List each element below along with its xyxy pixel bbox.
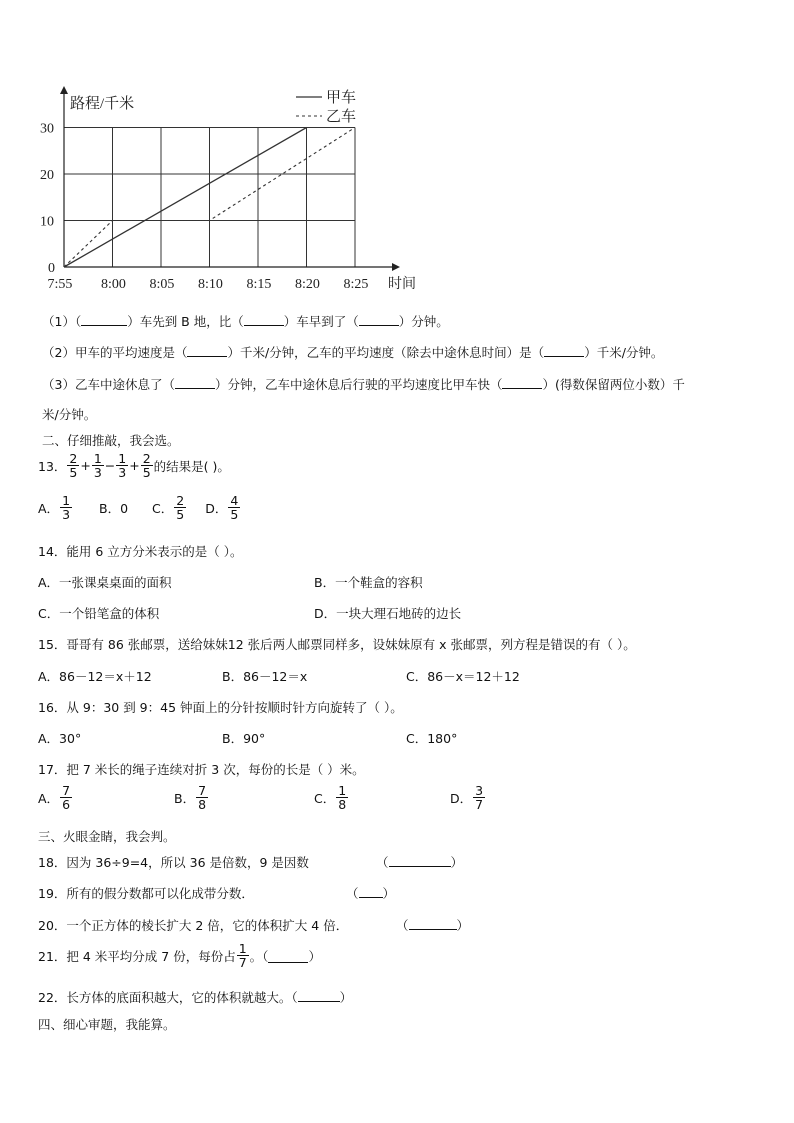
y-axis-arrow [60, 86, 68, 94]
fraction: $\frac{1}{7}$ [238, 941, 247, 971]
y-tick-label: 20 [40, 168, 54, 183]
series-line-jia [64, 128, 307, 268]
y-tick-label: 30 [40, 121, 54, 137]
y-tick-label: 10 [40, 214, 54, 230]
x-tick-label: 8:10 [198, 277, 223, 292]
question-2: （2）甲车的平均速度是（ ）千米/分钟，乙车的平均速度（除去中途休息时间）是（ ）千米/分钟。 [42, 345, 664, 360]
fraction: $\frac{7}{8}$ [198, 783, 207, 813]
question-19: 19．所有的假分数都可以化成带分数． [38, 886, 254, 901]
option-c[interactable]: C．180° [406, 731, 458, 746]
option-c[interactable]: C．一个铅笔盒的体积 [38, 606, 160, 621]
option-b[interactable]: B．0 [99, 500, 129, 516]
option-a[interactable]: A．30° [38, 731, 82, 746]
x-axis-arrow [392, 263, 400, 271]
question-17-options [38, 784, 486, 811]
judge-blank[interactable]: （ ） [376, 855, 464, 870]
x-tick-label: 8:15 [246, 277, 272, 292]
section-2-title: 二、仔细推敲，我会选。 [42, 433, 180, 448]
question-16: 16．从 9：30 到 9：45 钟面上的分针按顺时针方向旋转了（ ）。 [38, 700, 403, 715]
question-3-continued: 米/分钟。 [42, 407, 97, 422]
answer-blank[interactable] [544, 343, 584, 357]
option-a[interactable]: A． $\frac{7}{6}$ [38, 783, 71, 813]
fraction: $\frac{1}{8}$ [338, 783, 347, 813]
option-a[interactable]: A．一张课桌桌面的面积 [38, 575, 172, 590]
fraction: $\frac{4}{5}$ [230, 493, 239, 523]
question-22: 22．长方体的底面积越大，它的体积就越大。（ ） [38, 990, 353, 1005]
question-1: （1）（ ）车先到 B 地，比（ ）车早到了（ ）分钟。 [42, 314, 449, 329]
chart-grid [64, 128, 355, 268]
fraction: $\frac{3}{7}$ [475, 783, 484, 813]
option-c[interactable]: C． $\frac{2}{5}$ [152, 493, 185, 523]
option-b[interactable]: B．86－12＝x [222, 669, 308, 684]
chart-axes [60, 86, 416, 292]
x-tick-label: 8:00 [101, 277, 126, 292]
legend-label: 甲车 [326, 90, 357, 106]
x-tick-label: 8:05 [149, 277, 175, 292]
question-17: 17．把 7 米长的绳子连续对折 3 次，每份的长是（ ）米。 [38, 762, 365, 777]
y-axis-label: 路程/千米 [70, 96, 135, 112]
answer-blank[interactable] [359, 312, 399, 326]
x-tick-label: 8:25 [343, 277, 369, 292]
section-4-title: 四、细心审题，我能算。 [38, 1017, 176, 1032]
question-20: 20．一个正方体的棱长扩大 2 倍，它的体积扩大 4 倍． [38, 918, 349, 933]
question-13: 13． $\frac{2}{5}$ + $\frac{1}{3}$ − $\frac{1}{3}$ + $\frac{2}{5}$ 的结果是( )。 [38, 451, 230, 481]
y-tick-label: 0 [48, 261, 55, 276]
answer-blank[interactable] [175, 375, 215, 389]
option-d[interactable]: D． $\frac{3}{7}$ [450, 783, 484, 813]
x-tick-label: 7:55 [47, 277, 73, 292]
answer-blank[interactable] [502, 375, 542, 389]
option-c[interactable]: C． $\frac{1}{8}$ [314, 783, 347, 813]
chart-legend [296, 89, 356, 125]
option-c[interactable]: C．86－x＝12＋12 [406, 669, 520, 684]
legend-label: 乙车 [326, 109, 357, 125]
fraction: $\frac{2}{5}$ [176, 493, 185, 523]
judge-blank[interactable] [298, 988, 340, 1002]
option-a[interactable]: A． $\frac{1}{3}$ [38, 493, 71, 523]
distance-time-chart [0, 0, 794, 300]
judge-blank[interactable]: （ ） [346, 886, 396, 901]
answer-blank[interactable] [187, 343, 227, 357]
option-b[interactable]: B．一个鞋盒的容积 [314, 575, 423, 590]
option-d[interactable]: D．一块大理石地砖的边长 [314, 606, 462, 621]
fraction: $\frac{1}{3}$ [62, 493, 71, 523]
answer-blank[interactable] [244, 312, 284, 326]
question-3: （3）乙车中途休息了（ ）分钟，乙车中途休息后行驶的平均速度比甲车快（ ）(得数保留两位小数）千 [42, 377, 685, 392]
x-axis-label: 时间 [388, 277, 416, 292]
option-b[interactable]: B． $\frac{7}{8}$ [174, 783, 207, 813]
option-a[interactable]: A．86－12＝x＋12 [38, 669, 152, 684]
fraction: $\frac{1}{3}$ [93, 451, 102, 481]
x-tick-label: 8:20 [295, 277, 320, 292]
fraction: $\frac{7}{6}$ [62, 783, 71, 813]
judge-blank[interactable] [268, 949, 308, 963]
question-14: 14．能用 6 立方分米表示的是（ ）。 [38, 544, 243, 559]
section-3-title: 三、火眼金睛，我会判。 [38, 829, 176, 844]
fraction: $\frac{2}{5}$ [142, 451, 151, 481]
option-d[interactable]: D． $\frac{4}{5}$ [205, 493, 239, 523]
answer-blank[interactable] [81, 312, 127, 326]
question-15: 15．哥哥有 86 张邮票，送给妹妹12 张后两人邮票同样多，设妹妹原有 x 张邮票，列方程是错误的有（ ）。 [38, 637, 636, 652]
fraction: $\frac{2}{5}$ [69, 451, 78, 481]
fraction: $\frac{1}{3}$ [118, 451, 127, 481]
question-21: 21．把 4 米平均分成 7 份，每份占 $\frac{1}{7}$ 。（ ） [38, 941, 321, 971]
question-18: 18．因为 36÷9=4，所以 36 是倍数，9 是因数 [38, 855, 309, 870]
judge-blank[interactable]: （ ） [396, 918, 470, 933]
option-b[interactable]: B．90° [222, 731, 266, 746]
question-13-options [38, 494, 241, 521]
